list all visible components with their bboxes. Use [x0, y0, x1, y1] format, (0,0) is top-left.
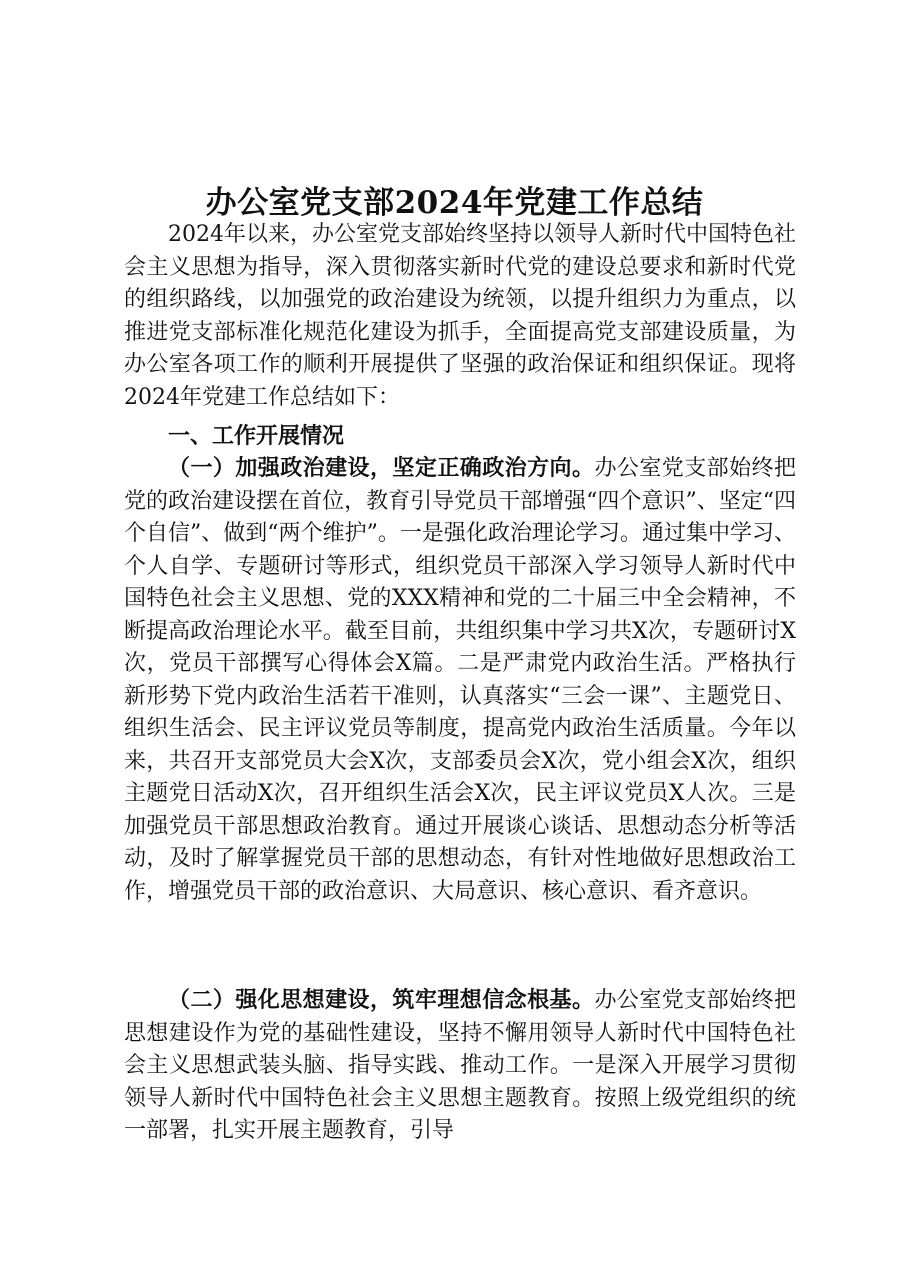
- paragraph-text: 办公室党支部始终把党的政治建设摆在首位，教育引导党员干部增强“四个意识”、坚定“四个自信”、做到“两个维护”。一是强化政治理论学习。通过集中学习、个人自学、专题研讨等形式，组织党员干部深入学习领导人新时代中国特色社会主义思想、党的XXX精神和党的二十届三中全会精神，不断提高政治理论水平。截至目前，共组织集中学习共X次，专题研讨X次，党员干部撰写心得体会X篇。二是严肃党内政治生活。严格执行新形势下党内政治生活若干准则，认真落实“三会一课”、主题党日、组织生活会、民主评议党员等制度，提高党内政治生活质量。今年以来，共召开支部党员大会X次，支部委员会X次，党小组会X次，组织主题党日活动X次，召开组织生活会X次，民主评议党员X人次。三是加强党员干部思想政治教育。通过开展谈心谈话、思想动态分析等活动，及时了解掌握党员干部的思想动态，有针对性地做好思想政治工作，增强党员干部的政治意识、大局意识、核心意识、看齐意识。: [124, 456, 796, 904]
- document-title: 办公室党支部2024年党建工作总结: [205, 184, 704, 221]
- paragraph-political-construction: [124, 452, 796, 908]
- intro-paragraph: 2024年以来，办公室党支部始终坚持以领导人新时代中国特色社会主义思想为指导，深入贯彻落实新时代党的建设总要求和新时代党的组织路线，以加强党的政治建设为统领，以提升组织力为重点，以推进党支部标准化规范化建设为抓手，全面提高党支部建设质量，为办公室各项工作的顺利开展提供了坚强的政治保证和组织保证。现将2024年党建工作总结如下：: [124, 222, 796, 410]
- paragraph-ideological-construction: [124, 984, 796, 1148]
- paragraph-text: 办公室党支部始终把思想建设作为党的基础性建设，坚持不懈用领导人新时代中国特色社会主义思想武装头脑、指导实践、推动工作。一是深入开展学习贯彻领导人新时代中国特色社会主义思想主题教育。按照上级党组织的统一部署，扎实开展主题教育，引导: [124, 988, 796, 1143]
- paragraph-lead: （二）强化思想建设，筑牢理想信念根基。: [168, 987, 595, 1013]
- section-heading: 一、工作开展情况: [168, 423, 345, 449]
- paragraph-lead: （一）加强政治建设，坚定正确政治方向。: [168, 455, 595, 481]
